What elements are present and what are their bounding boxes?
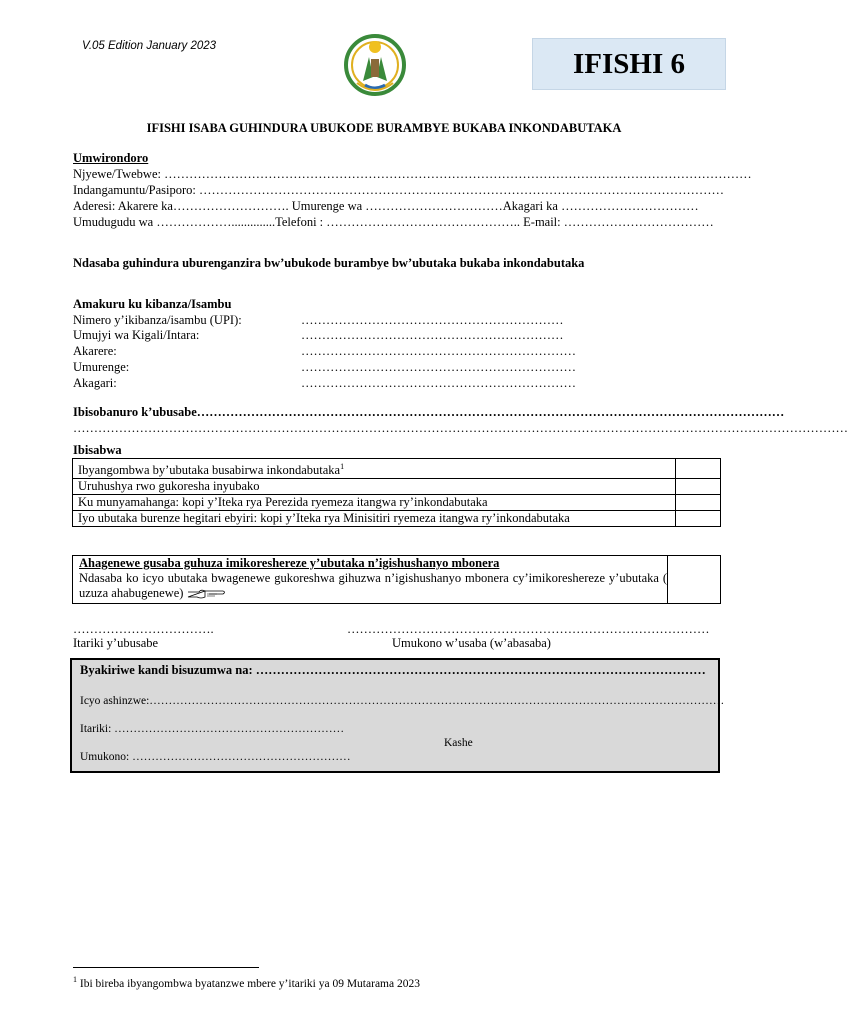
request-statement: Ndasaba guhindura uburenganzira bw’ubukode burambye bw’ubutaka bukaba inkondabutaka	[73, 256, 585, 270]
attachment-item	[73, 459, 676, 479]
plot-field-label: Umujyi wa Kigali/Intara:	[73, 328, 200, 342]
land-use-title: Ahagenewe gusaba guhuza imikoreshereze y’ubutaka n’igishushanyo mbonera	[79, 556, 500, 570]
address-field[interactable]: Aderesi: Akarere ka………………………. Umurenge wa ……………………………Akagari ka ……………………………	[73, 199, 699, 213]
edition-label: V.05 Edition January 2023	[82, 40, 217, 52]
land-use-checkbox[interactable]	[668, 556, 720, 603]
plot-field-value[interactable]: …………………………………………………………	[301, 344, 576, 358]
attachments-heading: Ibisabwa	[73, 443, 122, 457]
plot-field-value[interactable]: ………………………………………………………	[301, 313, 564, 327]
plot-field-label: Nimero y’ikibanza/isambu (UPI):	[73, 313, 242, 327]
signature-label: Umukono w’usaba (w’abasaba)	[392, 636, 551, 650]
plot-field-label: Akagari:	[73, 376, 117, 390]
applicant-name-field[interactable]: Njyewe/Twebwe: ……………………………………………………………………………………………………………………………	[73, 167, 752, 181]
table-row	[73, 511, 721, 527]
land-use-request-box	[72, 555, 721, 604]
responsibility-field[interactable]: Icyo ashinzwe:……………………………………………………………………………………………………………………………………	[80, 695, 725, 707]
pointing-hand-icon	[187, 588, 227, 600]
signature-field[interactable]: ……………………………………………………………………………	[347, 622, 710, 636]
footnote-divider	[73, 967, 259, 968]
attachment-item: Ku munyamahanga: kopi y’Iteka rya Perezida ryemeza itangwa ry’inkondabutaka	[73, 495, 676, 511]
attachment-checkbox[interactable]	[676, 511, 721, 527]
table-row	[73, 459, 721, 479]
land-use-text: Ndasaba ko icyo ubutaka bwagenewe gukoreshwa gihuzwa n’igishushanyo mbonera cy’imikoreshereze y’ubutaka ( uzuza ahabugenewe)	[79, 571, 667, 600]
table-row	[73, 495, 721, 511]
footnote-ref: 1	[340, 462, 345, 471]
received-by-field[interactable]: Byakiriwe kandi bisuzumwa na: ………………………………………………………………………………………………	[80, 663, 706, 677]
plot-field-value[interactable]: ………………………………………………………	[301, 328, 564, 342]
date-label: Itariki y’ubusabe	[73, 636, 159, 650]
attachment-checkbox[interactable]	[676, 479, 721, 495]
applicant-heading: Umwirondoro	[73, 151, 149, 165]
table-row	[73, 479, 721, 495]
plot-field-label: Umurenge:	[73, 360, 130, 374]
attachment-checkbox[interactable]	[676, 459, 721, 479]
date-field[interactable]: …………………………….	[73, 622, 214, 636]
footnote-mark: 1	[73, 975, 77, 984]
id-passport-field[interactable]: Indangamuntu/Pasiporo: ………………………………………………………………………………………………………………	[73, 183, 725, 197]
explanation-label: Ibisobanuro k’ubusabe……………………………………………………………………………………………………………………………	[73, 405, 785, 419]
office-signature-field[interactable]: Umukono: …………………………………………………	[80, 751, 351, 763]
office-use-box	[70, 658, 725, 773]
attachment-text: Ibyangombwa by’ubutaka busabirwa inkondabutaka	[78, 463, 341, 478]
attachment-checkbox[interactable]	[676, 495, 721, 511]
village-phone-email-field[interactable]: Umudugudu wa ………………..............Telefoni : ……………………………………….. E-mail: ………………………………	[73, 215, 714, 229]
coat-of-arms-emblem	[343, 33, 407, 99]
explanation-field-continued[interactable]: ……………………………………………………………………………………………………………………………………………………………………	[73, 421, 848, 435]
form-number-badge: IFISHI 6	[532, 38, 726, 90]
plot-heading: Amakuru ku kibanza/Isambu	[73, 297, 232, 311]
footnote	[73, 975, 420, 990]
footnote-text: Ibi bireba ibyangombwa byatanzwe mbere y’itariki ya 09 Mutarama 2023	[77, 977, 420, 990]
land-use-text-block	[79, 571, 667, 601]
plot-field-value[interactable]: …………………………………………………………	[301, 376, 576, 390]
plot-field-value[interactable]: …………………………………………………………	[301, 360, 576, 374]
form-title: IFISHI ISABA GUHINDURA UBUKODE BURAMBYE BUKABA INKONDABUTAKA	[146, 121, 622, 135]
stamp-label: Kashe	[444, 737, 473, 749]
attachments-table	[72, 458, 721, 527]
office-date-field[interactable]: Itariki: ……………………………………………………	[80, 723, 345, 735]
attachment-item: Uruhushya rwo gukoresha inyubako	[73, 479, 676, 495]
explanation-field[interactable]	[73, 404, 785, 420]
plot-field-label: Akarere:	[73, 344, 117, 358]
attachment-item: Iyo ubutaka burenze hegitari ebyiri: kopi y’Iteka rya Minisitiri ryemeza itangwa ry’inkondabutaka	[73, 511, 676, 527]
